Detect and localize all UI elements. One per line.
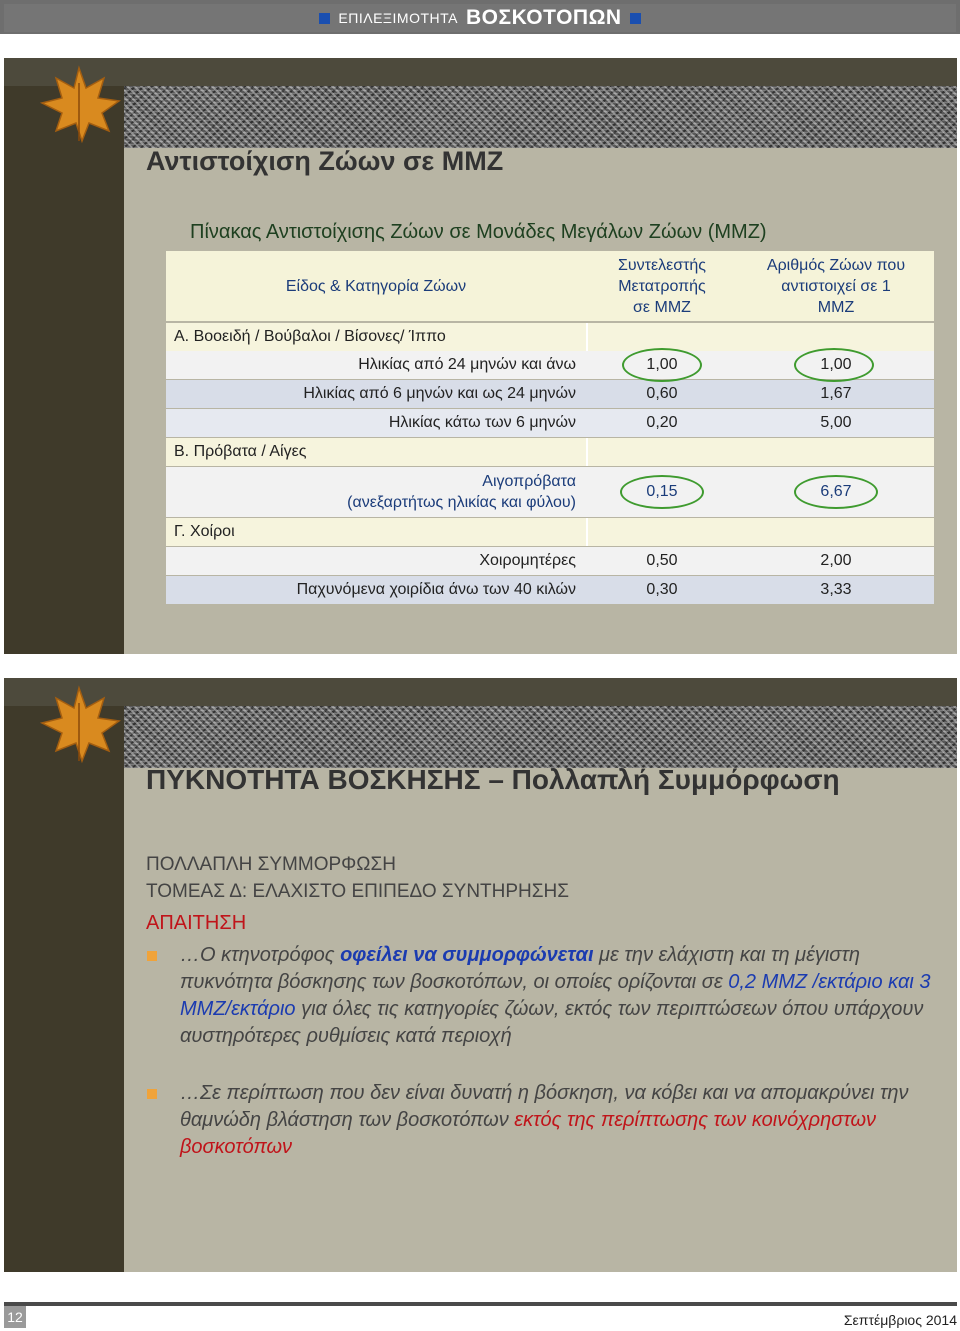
group-pigs: Γ. Χοίροι xyxy=(166,518,586,546)
bullet-text: …Ο κτηνοτρόφος οφείλει να συμμορφώνεται με την ελάχιστη και τη μέγιστη πυκνότητα βόσκησης των βοσκοτόπων, οι οποίες ορίζονται σε 0,2 ΜΜΖ /εκτάριο και 3 ΜΜΖ/εκτάριο για όλες τις κατηγορίες ζώων, εκτός των περιπτώσεων όπου υπάρχουν αυστηρότερες ρυθμίσεις κατά περιοχή xyxy=(180,944,931,1047)
table-row-animals: 1,00 xyxy=(738,351,934,379)
table-row-coef: 0,60 xyxy=(586,380,738,408)
slide-top-strip xyxy=(4,678,957,706)
header-left-text: ΕΠΙΛΕΞΙΜΟΤΗΤΑ xyxy=(338,10,458,26)
page-number: 12 xyxy=(4,1306,26,1328)
highlight-oval xyxy=(794,348,874,382)
sector-heading: ΤΟΜΕΑΣ Δ: ΕΛΑΧΙΣΤΟ ΕΠΙΠΕΔΟ ΣΥΝΤΗΡΗΣΗΣ xyxy=(146,881,569,902)
slide-title: ΠΥΚΝΟΤΗΤΑ ΒΟΣΚΗΣΗΣ – Πολλαπλή Συμμόρφωση xyxy=(146,764,840,795)
group-sheep-empty xyxy=(586,438,934,466)
maple-leaf-icon xyxy=(34,683,124,763)
square-icon xyxy=(319,13,330,24)
table-title: Πίνακας Αντιστοίχισης Ζώων σε Μονάδες Μεγάλων Ζώων (ΜΜΖ) xyxy=(190,221,767,243)
column-header-category: Είδος & Κατηγορία Ζώων xyxy=(166,251,586,321)
table-row-animals: 6,67 xyxy=(738,467,934,517)
table-row-label: Χοιρομητέρες xyxy=(166,547,586,575)
textured-band xyxy=(124,86,957,148)
footer-date: Σεπτέμβριος 2014 xyxy=(843,1312,957,1328)
table-row-animals: 5,00 xyxy=(738,409,934,437)
maple-leaf-icon xyxy=(34,63,124,143)
table-row-label: Ηλικίας κάτω των 6 μηνών xyxy=(166,409,586,437)
table-row-coef: 0,20 xyxy=(586,409,738,437)
slide-left-column xyxy=(4,678,124,1272)
compliance-heading: ΠΟΛΛΑΠΛΗ ΣΥΜΜΟΡΦΩΣΗ xyxy=(146,854,396,875)
bullet-icon xyxy=(147,1089,157,1099)
slide-top-strip xyxy=(4,58,957,86)
table-row-coef: 0,50 xyxy=(586,547,738,575)
group-cattle-empty xyxy=(586,323,934,351)
header-bar xyxy=(0,0,960,34)
highlight-oval xyxy=(620,475,704,509)
slide-grazing-density xyxy=(4,678,957,1272)
page-footer xyxy=(4,1302,957,1331)
bullet-text: …Σε περίπτωση που δεν είναι δυνατή η βόσκηση, να κόβει και να απομακρύνει την θαμνώδη βλάστηση των βοσκοτόπων εκτός της περίπτωσης των κοινόχρηστων βοσκοτόπων xyxy=(180,1082,909,1158)
table-row-animals: 3,33 xyxy=(738,576,934,604)
requirement-heading: ΑΠΑΙΤΗΣΗ xyxy=(146,912,247,934)
table-row-label: Αιγοπρόβατα (ανεξαρτήτως ηλικίας και φύλου) xyxy=(166,467,586,517)
column-header-coefficient: Συντελεστής Μετατροπής σε ΜΜΖ xyxy=(586,251,738,321)
table-row-coef: 0,30 xyxy=(586,576,738,604)
textured-band xyxy=(124,706,957,768)
group-cattle: Α. Βοοειδή / Βούβαλοι / Βίσονες/ Ίππο xyxy=(166,323,586,351)
highlight-oval xyxy=(794,475,878,509)
slide-title: Αντιστοίχιση Ζώων σε ΜΜΖ xyxy=(146,146,504,176)
table-row-animals: 1,67 xyxy=(738,380,934,408)
table-row-coef: 1,00 xyxy=(586,351,738,379)
table-row-coef: 0,15 xyxy=(586,467,738,517)
table-row-animals: 2,00 xyxy=(738,547,934,575)
square-icon xyxy=(630,13,641,24)
highlight-oval xyxy=(622,348,702,382)
group-sheep: Β. Πρόβατα / Αίγες xyxy=(166,438,586,466)
bullet-icon xyxy=(147,951,157,961)
column-header-animals: Αριθμός Ζώων που αντιστοιχεί σε 1 ΜΜΖ xyxy=(738,251,934,321)
table-row-label: Ηλικίας από 24 μηνών και άνω xyxy=(166,351,586,379)
table-row-label: Ηλικίας από 6 μηνών και ως 24 μηνών xyxy=(166,380,586,408)
table-row-label: Παχυνόμενα χοιρίδια άνω των 40 κιλών xyxy=(166,576,586,604)
slide-animal-correspondence xyxy=(4,58,957,654)
slide-left-column xyxy=(4,58,124,654)
group-pigs-empty xyxy=(586,518,934,546)
header-right-text: ΒΟΣΚΟΤΟΠΩΝ xyxy=(466,6,622,29)
